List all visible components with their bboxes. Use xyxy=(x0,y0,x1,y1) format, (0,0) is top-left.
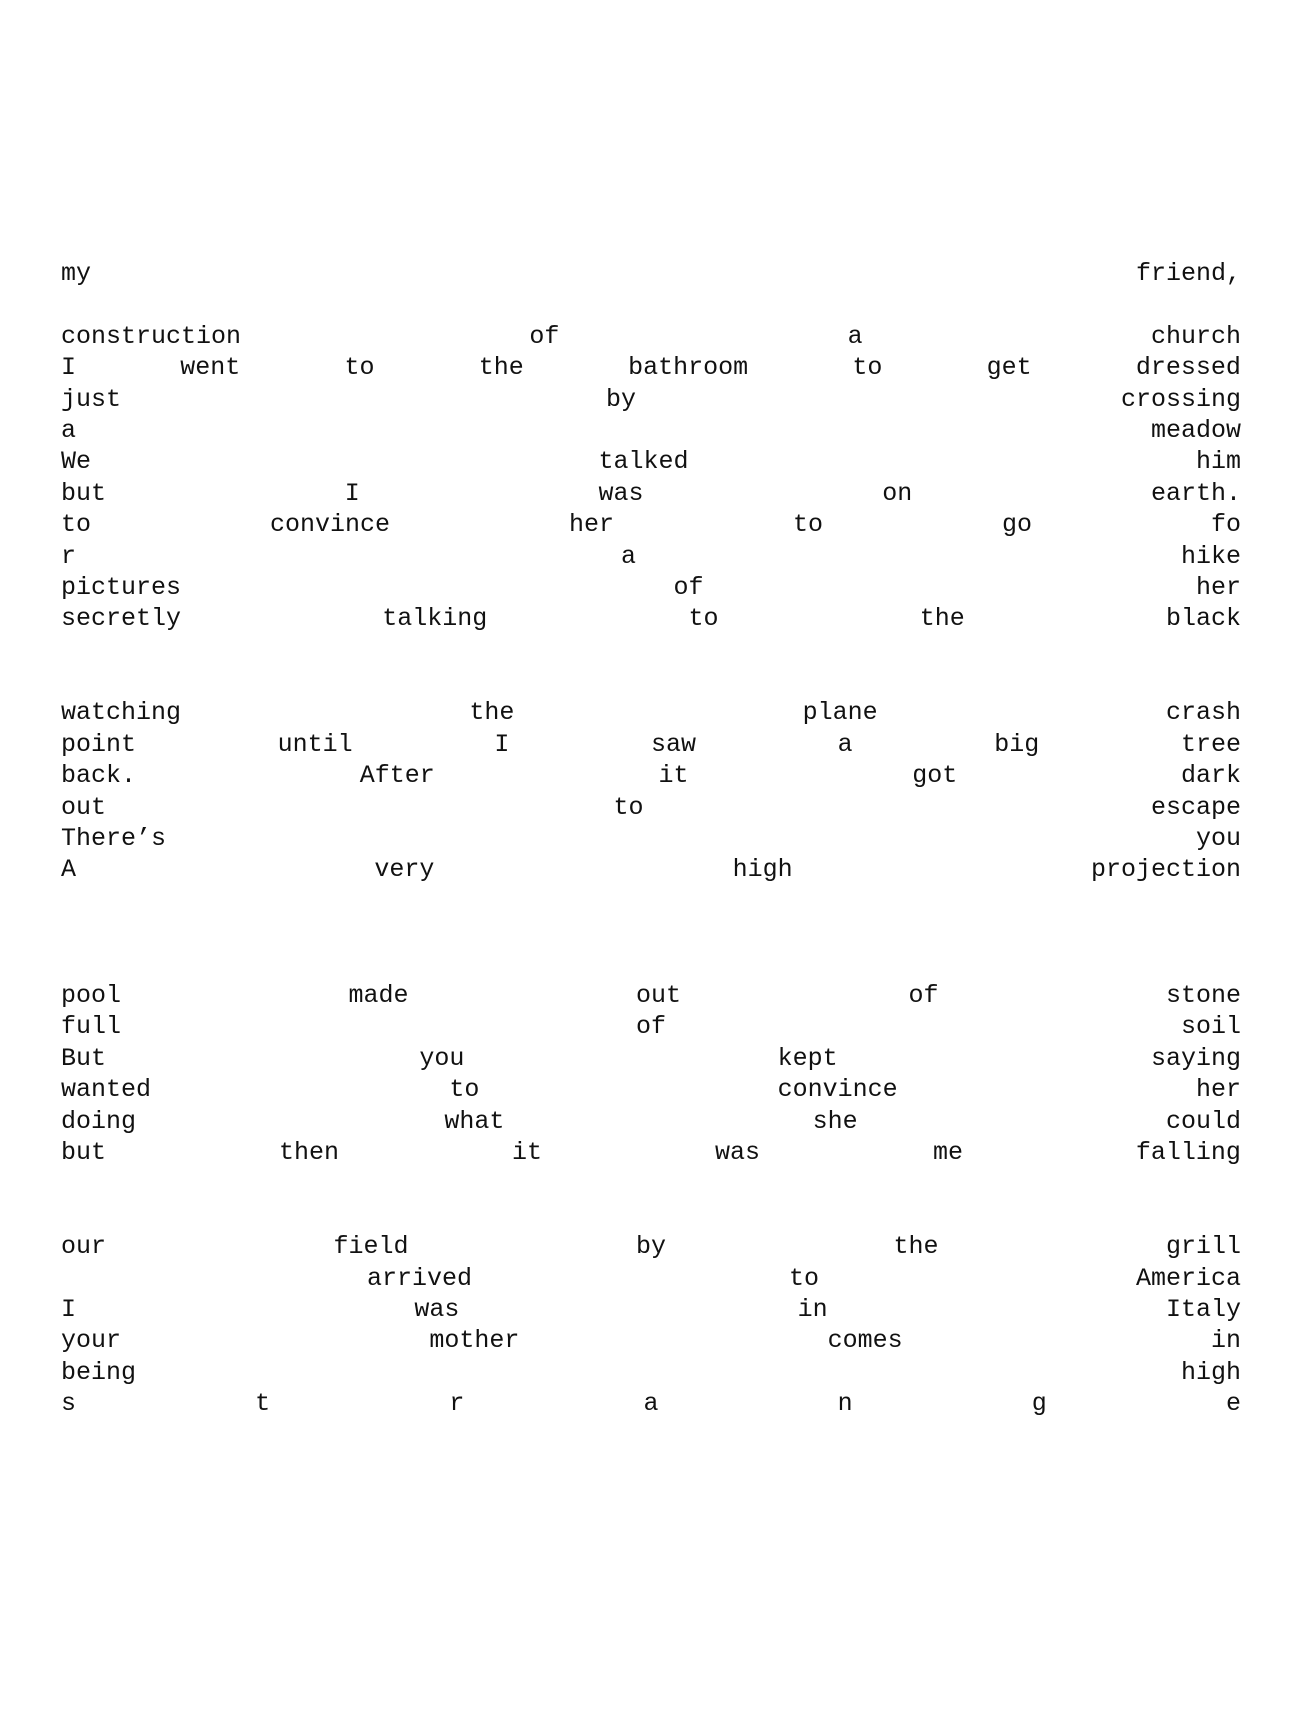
poem-word: to xyxy=(852,353,883,383)
poem-word: could xyxy=(1165,1106,1241,1136)
poem-word: full xyxy=(61,1012,122,1042)
poem-word: but xyxy=(61,478,107,508)
poem-word: our xyxy=(61,1232,107,1262)
poem-word: secretly xyxy=(61,604,182,634)
poem-word: it xyxy=(658,761,689,791)
poem-line xyxy=(61,541,1241,572)
poem-line xyxy=(61,1388,1241,1419)
poem-word: dark xyxy=(1180,761,1241,791)
poem-word: I xyxy=(494,729,510,759)
poem-word: convince xyxy=(269,510,391,540)
poem-word: was xyxy=(414,1294,460,1324)
poem-line xyxy=(61,321,1241,352)
poem-word: A xyxy=(61,855,77,885)
poem-word: went xyxy=(180,353,241,383)
poem-line xyxy=(61,1357,1241,1388)
poem-word: to xyxy=(61,510,92,540)
blank-line xyxy=(61,635,1241,666)
poem-word: arrived xyxy=(367,1263,473,1293)
poem-word: pool xyxy=(61,980,122,1010)
poem-line xyxy=(61,446,1241,477)
poem-word: mother xyxy=(429,1326,520,1356)
poem-word: g xyxy=(1031,1389,1047,1419)
poem-word: very xyxy=(374,855,435,885)
poem-word: I xyxy=(61,1294,77,1324)
poem-word: I xyxy=(344,478,360,508)
poem-word: it xyxy=(511,1137,542,1167)
poem-word: a xyxy=(643,1389,659,1419)
poem-word: earth. xyxy=(1150,478,1241,508)
poem-word: go xyxy=(1001,510,1032,540)
poem-word: was xyxy=(598,478,644,508)
poem-line xyxy=(61,1294,1241,1325)
poem-word: was xyxy=(714,1137,760,1167)
poem-word: in xyxy=(1210,1326,1241,1356)
poem-line xyxy=(61,509,1241,540)
poem-word: wanted xyxy=(61,1075,152,1105)
poem-word: the xyxy=(469,698,515,728)
blank-line xyxy=(61,289,1241,320)
poem-word: America xyxy=(1135,1263,1241,1293)
poem-line xyxy=(61,980,1241,1011)
poem-word: a xyxy=(61,415,77,445)
poem-word: projection xyxy=(1090,855,1241,885)
poem-word: by xyxy=(605,384,636,414)
poem-word: my xyxy=(61,259,92,288)
poem-line xyxy=(61,1106,1241,1137)
poem-line xyxy=(61,478,1241,509)
poem-word: watching xyxy=(61,698,182,728)
poem-word: to xyxy=(688,604,719,634)
poem-word: saw xyxy=(650,729,696,759)
poem-word: made xyxy=(348,980,409,1010)
poem-word: soil xyxy=(1180,1012,1241,1042)
poem-word: saying xyxy=(1150,1043,1241,1073)
poem-word: out xyxy=(61,792,107,822)
poem-line xyxy=(61,1137,1241,1168)
poem-word: her xyxy=(1195,572,1241,602)
poem-word: n xyxy=(837,1389,853,1419)
poem-word: fo xyxy=(1210,510,1241,540)
poem-line xyxy=(61,760,1241,791)
poem-line xyxy=(61,258,1241,289)
poem-word: of xyxy=(529,321,560,351)
poem-word: got xyxy=(912,761,958,791)
poem-word: high xyxy=(732,855,793,885)
poem-word: of xyxy=(635,1012,666,1042)
poem-line xyxy=(61,854,1241,885)
poem-word: Italy xyxy=(1165,1294,1241,1324)
poem-word: until xyxy=(277,729,353,759)
poem-word: then xyxy=(278,1137,339,1167)
poem-word: r xyxy=(61,541,77,571)
poem-word: high xyxy=(1180,1357,1241,1387)
poem-word: black xyxy=(1165,604,1241,634)
poem-word: grill xyxy=(1165,1232,1241,1262)
poem-word: you xyxy=(419,1043,465,1073)
poem-word: a xyxy=(620,541,636,571)
poem-word: I xyxy=(61,353,77,383)
blank-line xyxy=(61,1168,1241,1199)
poem-word: to xyxy=(449,1075,480,1105)
poem-word: her xyxy=(1195,1075,1241,1105)
poem-line xyxy=(61,1043,1241,1074)
poem-word: But xyxy=(61,1043,107,1073)
poem-word: We xyxy=(61,447,92,477)
poem-word: out xyxy=(635,980,681,1010)
poem-word: kept xyxy=(777,1043,838,1073)
poem-word: by xyxy=(635,1232,666,1262)
poem-word: back. xyxy=(61,761,137,791)
poem-word: me xyxy=(932,1137,963,1167)
poem-word: tree xyxy=(1180,729,1241,759)
poem-word: r xyxy=(449,1389,465,1419)
poem-word: a xyxy=(837,729,853,759)
poem-line xyxy=(61,572,1241,603)
poem-word: dressed xyxy=(1135,353,1241,383)
poem-word: construction xyxy=(61,321,242,351)
poem-word: in xyxy=(797,1294,828,1324)
poem-line xyxy=(61,1074,1241,1105)
blank-line xyxy=(61,886,1241,917)
poem-word: she xyxy=(812,1106,858,1136)
poem-word: plane xyxy=(802,698,878,728)
poem-word: big xyxy=(994,729,1040,759)
poem-word: s xyxy=(61,1389,77,1419)
poem-word: convince xyxy=(777,1075,898,1105)
blank-line xyxy=(61,1200,1241,1231)
blank-line xyxy=(61,949,1241,980)
poem-word: of xyxy=(908,980,939,1010)
poem-word: her xyxy=(568,510,614,540)
poem-word: to xyxy=(792,510,823,540)
poem-word: talked xyxy=(598,447,689,477)
poem-word: stone xyxy=(1165,980,1241,1010)
poem-word: field xyxy=(333,1232,409,1262)
poem-line xyxy=(61,384,1241,415)
poem-word: being xyxy=(61,1357,137,1387)
poem-word: to xyxy=(344,353,375,383)
poem-word: doing xyxy=(61,1106,137,1136)
poem-line xyxy=(61,697,1241,728)
poem-line xyxy=(61,1263,1241,1294)
blank-line xyxy=(61,917,1241,948)
poem-word: After xyxy=(359,761,435,791)
poem-line xyxy=(61,1325,1241,1356)
poem-line xyxy=(61,792,1241,823)
poem-word: friend, xyxy=(1135,259,1241,288)
poem-word: you xyxy=(1195,824,1241,854)
poem-word: get xyxy=(986,353,1032,383)
poem-word: t xyxy=(255,1389,271,1419)
poem-word: hike xyxy=(1180,541,1241,571)
poem-word: him xyxy=(1195,447,1241,477)
blank-line xyxy=(61,666,1241,697)
poem-word: e xyxy=(1225,1389,1241,1419)
poem-word: what xyxy=(444,1106,505,1136)
poem-text xyxy=(61,258,1241,1419)
poem-word: of xyxy=(673,572,704,602)
poem-word: but xyxy=(61,1137,107,1167)
poem-word: falling xyxy=(1135,1137,1241,1167)
poem-line xyxy=(61,1231,1241,1262)
poem-word: the xyxy=(919,604,965,634)
poem-word: just xyxy=(61,384,122,414)
poem-word: crash xyxy=(1165,698,1241,728)
poem-word: bathroom xyxy=(628,353,749,383)
poem-word: pictures xyxy=(61,572,182,602)
poem-word: crossing xyxy=(1120,384,1241,414)
poem-word: comes xyxy=(827,1326,903,1356)
poem-word: escape xyxy=(1150,792,1241,822)
poem-word: a xyxy=(847,321,863,351)
poem-line xyxy=(61,603,1241,634)
poem-word: to xyxy=(613,792,644,822)
poem-word: on xyxy=(882,478,913,508)
poem-word: to xyxy=(788,1263,819,1293)
poem-word: point xyxy=(61,729,137,759)
poem-word: the xyxy=(893,1232,939,1262)
poem-word: your xyxy=(61,1326,122,1356)
poem-word: There’s xyxy=(61,824,167,854)
poem-word: church xyxy=(1150,321,1241,351)
poem-line xyxy=(61,1011,1241,1042)
poem-line xyxy=(61,729,1241,760)
poem-word: meadow xyxy=(1150,415,1241,445)
poem-line xyxy=(61,352,1241,383)
poem-line xyxy=(61,823,1241,854)
poem-line xyxy=(61,415,1241,446)
poem-word: the xyxy=(478,353,524,383)
poem-word: talking xyxy=(382,604,488,634)
